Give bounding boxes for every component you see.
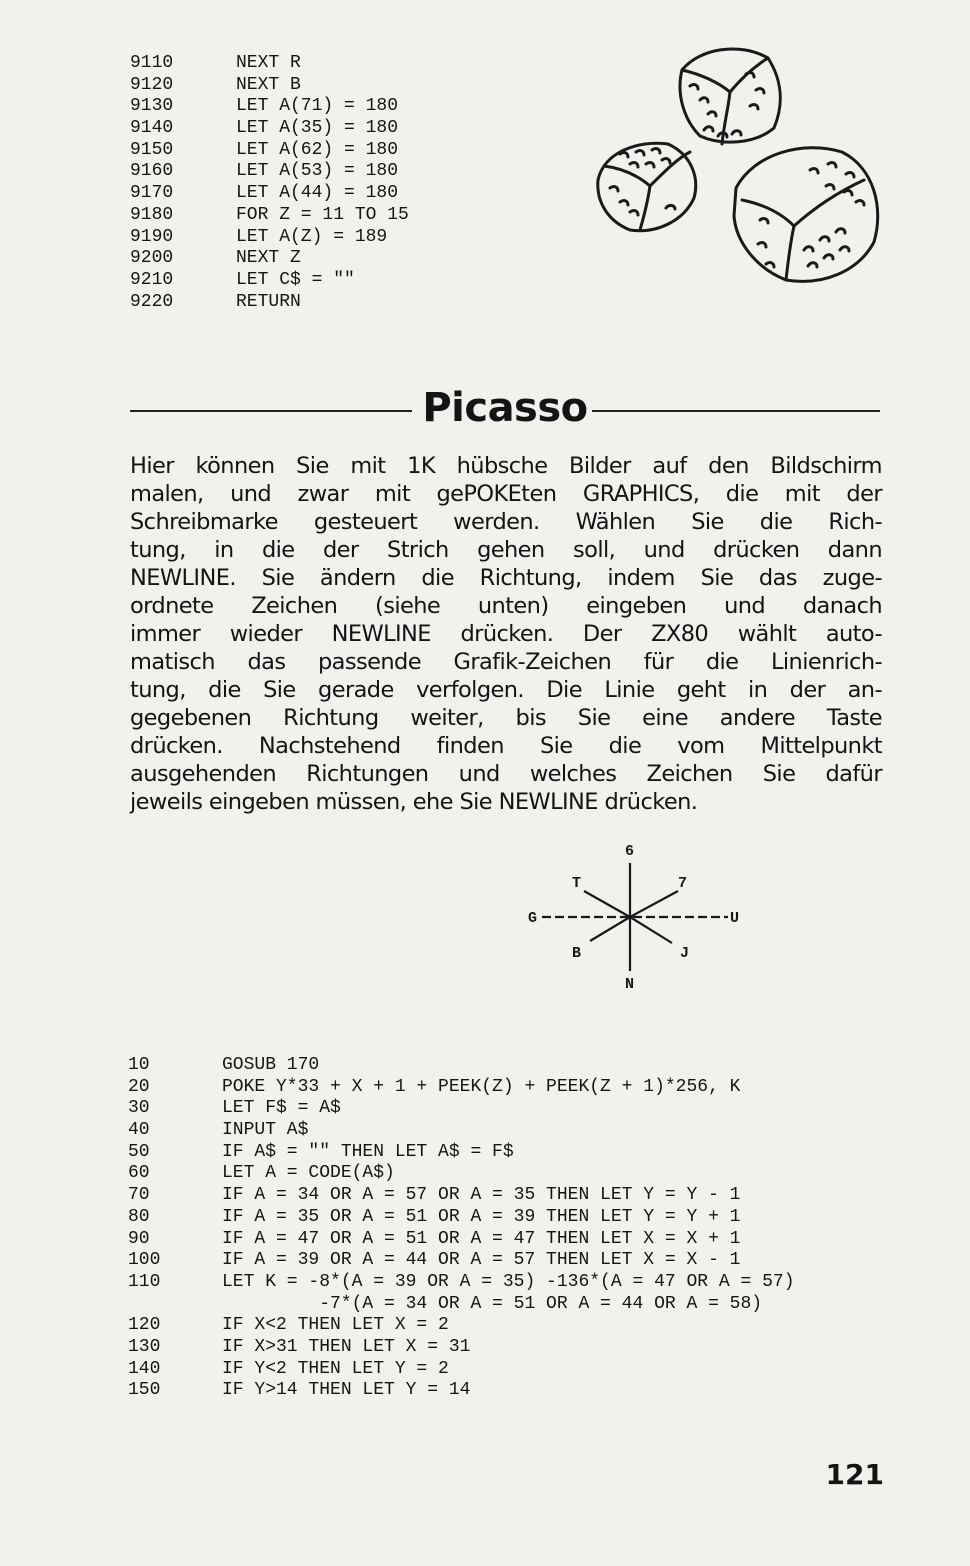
paragraph-line: NEWLINE. Sie ändern die Richtung, indem Sie das zuge- [130,565,882,591]
code-line [130,75,409,97]
code-line [130,118,409,140]
code-statement: LET K = -8*(A = 39 OR A = 35) -136*(A = 47 OR A = 57) [222,1271,795,1292]
paragraph-line: jeweils eingeben müssen, ehe Sie NEWLINE drücken. [130,789,698,815]
line-number: 9190 [130,226,174,247]
page-title: Picasso [422,385,588,431]
code-line [130,292,409,314]
code-statement: LET C$ = "" [236,269,355,290]
code-statement: IF X>31 THEN LET X = 31 [222,1336,471,1357]
code-line [128,1163,795,1185]
compass-label-up-right: 7 [678,875,688,892]
program-listing-top [130,53,409,313]
code-statement: LET A(44) = 180 [236,183,399,204]
code-statement: IF Y>14 THEN LET Y = 14 [222,1380,471,1401]
code-statement: NEXT R [236,53,301,73]
line-number: 30 [128,1098,150,1119]
line-number: 120 [128,1315,161,1336]
code-line [128,1315,795,1337]
compass-label-down-right: J [680,945,690,962]
code-line [128,1207,795,1229]
code-line [128,1272,795,1294]
paragraph-line: Schreibmarke gesteuert werden. Wählen Sie die Rich- [130,509,882,535]
paragraph-line: matisch das passende Grafik-Zeichen für die Linienrich- [130,649,882,675]
line-number [128,1294,222,1316]
code-line [128,1185,795,1207]
code-line [128,1250,795,1272]
code-line [130,53,409,75]
compass-label-down: N [625,976,635,993]
line-number: 9140 [130,118,174,139]
line-number: 9200 [130,248,174,269]
line-number: 9170 [130,183,174,204]
code-line [128,1359,795,1381]
program-listing-bottom [128,1055,795,1402]
code-statement: LET A(71) = 180 [236,96,399,117]
line-number: 100 [128,1250,161,1271]
code-statement: LET A(62) = 180 [236,139,399,160]
three-dice-icon [590,40,890,300]
line-number: 70 [128,1185,150,1206]
code-line [128,1229,795,1251]
code-statement: IF Y<2 THEN LET Y = 2 [222,1358,449,1379]
compass-label-right: U [730,910,740,927]
code-line [130,183,409,205]
code-statement: FOR Z = 11 TO 15 [236,204,409,225]
line-number: 9130 [130,96,174,117]
line-number: 40 [128,1120,150,1141]
code-line [130,248,409,270]
line-number: 50 [128,1141,150,1162]
page-number: 121 [825,1458,884,1491]
code-line [128,1380,795,1402]
paragraph-line: tung, die Sie gerade verfolgen. Die Linie geht in der an- [130,677,882,703]
line-number: 10 [128,1055,150,1075]
paragraph-line: Hier können Sie mit 1K hübsche Bilder auf den Bildschirm [130,453,882,479]
paragraph-line: gegebenen Richtung weiter, bis Sie eine andere Taste [130,705,882,731]
compass-label-down-left: B [572,945,582,962]
section-heading [130,380,880,440]
paragraph-line: ordnete Zeichen (siehe unten) eingeben und danach [130,593,882,619]
compass-label-up: 6 [625,843,635,860]
code-line [128,1077,795,1099]
code-line [130,227,409,249]
line-number: 9110 [130,53,174,73]
line-number: 9180 [130,204,174,225]
code-line [130,161,409,183]
line-number: 9120 [130,74,174,95]
code-statement: NEXT B [236,74,301,95]
code-line [128,1120,795,1142]
line-number: 140 [128,1358,161,1379]
code-line [128,1337,795,1359]
code-line [130,96,409,118]
code-line [128,1142,795,1164]
code-statement: GOSUB 170 [222,1055,320,1075]
code-statement: IF A = 34 OR A = 57 OR A = 35 THEN LET Y = Y - 1 [222,1185,741,1206]
code-statement: POKE Y*33 + X + 1 + PEEK(Z) + PEEK(Z + 1)*256, K [222,1076,741,1097]
code-line [130,140,409,162]
paragraph-line: tung, in die der Strich gehen soll, und drücken dann [130,537,882,563]
code-line [128,1098,795,1120]
line-number: 150 [128,1380,161,1401]
code-statement: -7*(A = 34 OR A = 51 OR A = 44 OR A = 58) [222,1293,763,1314]
paragraph-line: immer wieder NEWLINE drücken. Der ZX80 wählt auto- [130,621,882,647]
compass-label-up-left: T [572,875,582,892]
code-statement: IF A = 47 OR A = 51 OR A = 47 THEN LET X = X + 1 [222,1228,741,1249]
code-statement: IF A$ = "" THEN LET A$ = F$ [222,1141,514,1162]
code-statement: LET F$ = A$ [222,1098,341,1119]
line-number: 20 [128,1076,150,1097]
line-number: 80 [128,1206,150,1227]
paragraph-line: malen, und zwar mit gePOKEten GRAPHICS, die mit der [130,481,882,507]
code-statement: LET A = CODE(A$) [222,1163,395,1184]
line-number: 9160 [130,161,174,182]
line-number: 9210 [130,269,174,290]
line-number: 9220 [130,291,174,312]
line-number: 90 [128,1228,150,1249]
line-number: 110 [128,1271,161,1292]
code-statement: RETURN [236,291,301,312]
intro-paragraph [130,452,882,816]
code-statement: LET A(35) = 180 [236,118,399,139]
line-number: 130 [128,1336,161,1357]
code-statement: LET A(Z) = 189 [236,226,388,247]
direction-compass-diagram [520,835,750,995]
code-line [128,1294,795,1316]
code-line [130,270,409,292]
code-line [128,1055,795,1077]
heading-rule-right [592,410,880,412]
line-number: 9150 [130,139,174,160]
code-line [130,205,409,227]
paragraph-line: ausgehenden Richtungen und welches Zeichen Sie dafür [130,761,882,787]
code-statement: INPUT A$ [222,1120,309,1141]
code-statement: NEXT Z [236,248,301,269]
paragraph-line: drücken. Nachstehend finden Sie die vom Mittelpunkt [130,733,882,759]
code-statement: IF A = 35 OR A = 51 OR A = 39 THEN LET Y = Y + 1 [222,1206,741,1227]
code-statement: IF X<2 THEN LET X = 2 [222,1315,449,1336]
line-number: 60 [128,1163,150,1184]
code-statement: LET A(53) = 180 [236,161,399,182]
compass-label-left: G [528,910,538,927]
code-statement: IF A = 39 OR A = 44 OR A = 57 THEN LET X = X - 1 [222,1250,741,1271]
